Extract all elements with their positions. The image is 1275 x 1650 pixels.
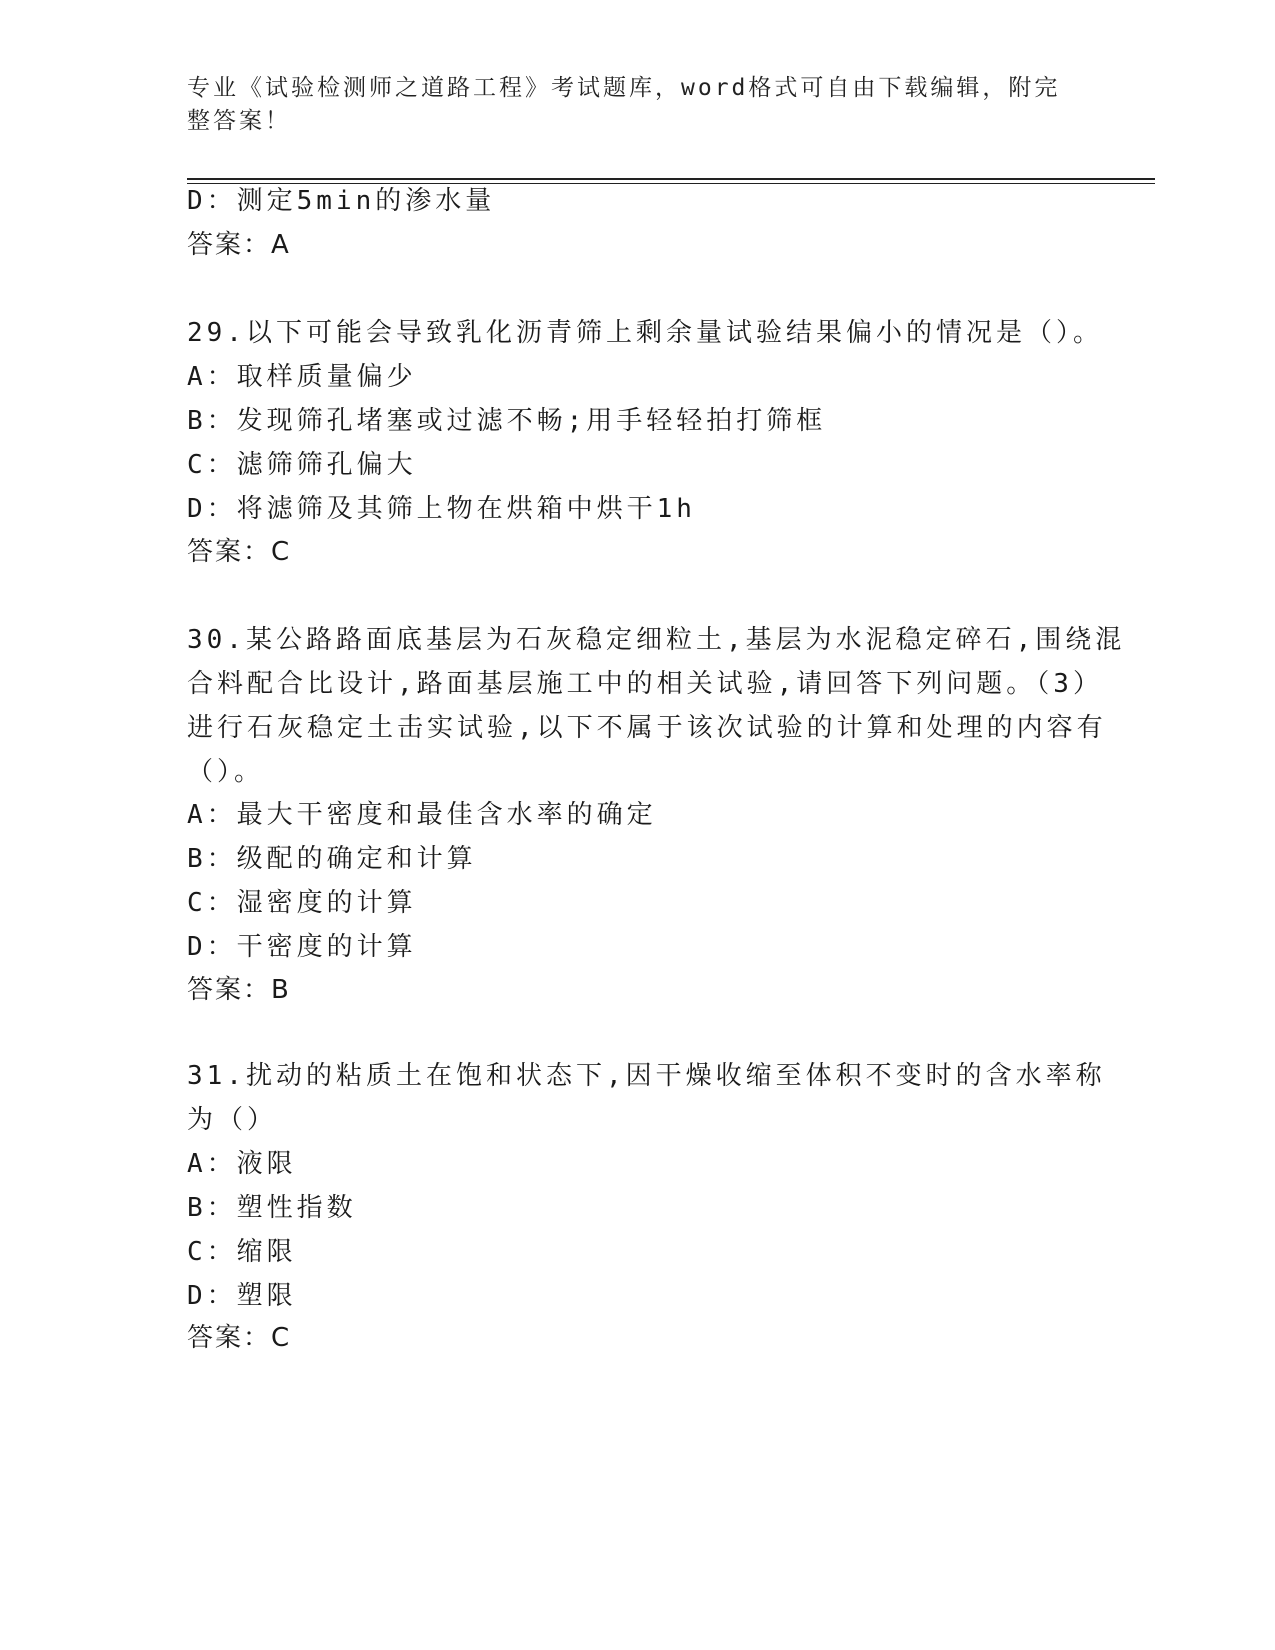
answer-line: 答案：B <box>187 975 291 1005</box>
option-d: D：测定5min的渗水量 <box>187 186 496 216</box>
question-31-text: 为（） <box>187 1105 278 1135</box>
option-d: D：将滤筛及其筛上物在烘箱中烘干1h <box>187 494 696 524</box>
option-a: A：取样质量偏少 <box>187 362 417 392</box>
option-b: B：级配的确定和计算 <box>187 844 477 874</box>
answer-line: 答案：C <box>187 537 292 567</box>
option-c: C：湿密度的计算 <box>187 888 417 918</box>
document-header: 专业《试验检测师之道路工程》考试题库，word格式可自由下载编辑，附完整答案！ <box>187 75 1061 134</box>
option-a: A：最大干密度和最佳含水率的确定 <box>187 800 657 830</box>
option-b: B：发现筛孔堵塞或过滤不畅;用手轻轻拍打筛框 <box>187 406 827 436</box>
question-30-text: 进行石灰稳定土击实试验,以下不属于该次试验的计算和处理的内容有 <box>187 713 1107 743</box>
question-29-text: 29.以下可能会导致乳化沥青筛上剩余量试验结果偏小的情况是（）。 <box>187 318 1103 348</box>
option-b: B：塑性指数 <box>187 1193 357 1223</box>
question-30-text: 合料配合比设计,路面基层施工中的相关试验,请回答下列问题。（3） <box>187 669 1103 699</box>
option-d: D：干密度的计算 <box>187 932 417 962</box>
answer-line: 答案：C <box>187 1323 292 1353</box>
option-c: C：缩限 <box>187 1237 297 1267</box>
question-31-text: 31.扰动的粘质土在饱和状态下,因干燥收缩至体积不变时的含水率称 <box>187 1061 1106 1091</box>
answer-line: 答案：A <box>187 230 291 260</box>
option-a: A：液限 <box>187 1149 297 1179</box>
option-d: D：塑限 <box>187 1281 297 1311</box>
option-c: C：滤筛筛孔偏大 <box>187 450 417 480</box>
question-30-text: （）。 <box>187 757 265 787</box>
question-30-text: 30.某公路路面底基层为石灰稳定细粒土,基层为水泥稳定碎石,围绕混 <box>187 625 1126 655</box>
